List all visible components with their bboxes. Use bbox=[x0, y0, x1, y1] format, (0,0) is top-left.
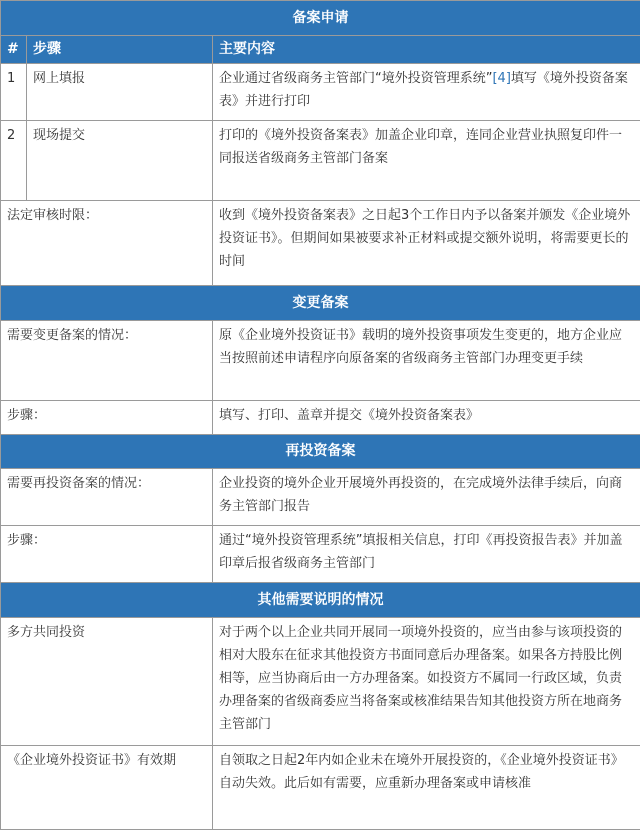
row-content: 自领取之日起2年内如企业未在境外开展投资的，《企业境外投资证书》自动失效。此后如有需要，应重新办理备案或申请核准 bbox=[213, 746, 640, 830]
row-content: 填写、打印、盖章并提交《境外投资备案表》 bbox=[213, 401, 640, 435]
step-name: 网上填报 bbox=[27, 64, 213, 121]
section-title: 变更备案 bbox=[1, 286, 640, 321]
step-content: 打印的《境外投资备案表》加盖企业印章，连同企业营业执照复印件一同报送省级商务主管部门备案 bbox=[213, 121, 640, 201]
row-label: 需要再投资备案的情况： bbox=[1, 469, 213, 526]
row-label: 步骤： bbox=[1, 401, 213, 435]
table-row-certificate-validity bbox=[1, 746, 640, 830]
row-content: 原《企业境外投资证书》载明的境外投资事项发生变更的，地方企业应当按照前述申请程序向原备案的省级商务主管部门办理变更手续 bbox=[213, 321, 640, 401]
table-row-legal-period bbox=[1, 201, 640, 286]
step-number: 2 bbox=[1, 121, 27, 201]
row-label: 需要变更备案的情况： bbox=[1, 321, 213, 401]
section-title: 再投资备案 bbox=[1, 435, 640, 469]
table-row-change-situation bbox=[1, 321, 640, 401]
row-content: 对于两个以上企业共同开展同一项境外投资的，应当由参与该项投资的相对大股东在征求其他投资方书面同意后办理备案。如果各方持股比例相等，应当协商后由一方办理备案。如投资方不属同一行政区域，负责办理备案的省级商委应当将备案或核准结果告知其他投资方所在地商务主管部门 bbox=[213, 618, 640, 746]
step-content bbox=[213, 64, 640, 121]
table-row-change-steps bbox=[1, 401, 640, 435]
section-title: 其他需要说明的情况 bbox=[1, 583, 640, 618]
row-label: 步骤： bbox=[1, 526, 213, 583]
column-header-content: 主要内容 bbox=[213, 36, 640, 64]
section-header-reinvest bbox=[1, 435, 640, 469]
footnote-link[interactable]: [4] bbox=[492, 71, 511, 86]
row-label: 法定审核时限： bbox=[1, 201, 213, 286]
column-header-row bbox=[1, 36, 640, 64]
row-content: 收到《境外投资备案表》之日起3个工作日内予以备案并颁发《企业境外投资证书》。但期间如果被要求补正材料或提交额外说明，将需要更长的时间 bbox=[213, 201, 640, 286]
section-title: 备案申请 bbox=[1, 1, 640, 36]
section-header-change bbox=[1, 286, 640, 321]
table-row-reinvest-situation bbox=[1, 469, 640, 526]
row-content: 通过“境外投资管理系统”填报相关信息，打印《再投资报告表》并加盖印章后报省级商务主管部门 bbox=[213, 526, 640, 583]
row-content: 企业投资的境外企业开展境外再投资的，在完成境外法律手续后，向商务主管部门报告 bbox=[213, 469, 640, 526]
column-header-num: # bbox=[1, 36, 27, 64]
step-name: 现场提交 bbox=[27, 121, 213, 201]
table-row-step-2 bbox=[1, 121, 640, 201]
column-header-step: 步骤 bbox=[27, 36, 213, 64]
section-header-other bbox=[1, 583, 640, 618]
row-label: 《企业境外投资证书》有效期 bbox=[1, 746, 213, 830]
section-header-filing bbox=[1, 1, 640, 36]
row-label: 多方共同投资 bbox=[1, 618, 213, 746]
table-row-joint-investment bbox=[1, 618, 640, 746]
table-row-reinvest-steps bbox=[1, 526, 640, 583]
step-content-text: 填写《境外投资备案表》并进行打印 bbox=[219, 71, 628, 109]
table-row-step-1 bbox=[1, 64, 640, 121]
step-content-text: 企业通过省级商务主管部门“境外投资管理系统” bbox=[219, 71, 493, 86]
step-number: 1 bbox=[1, 64, 27, 121]
